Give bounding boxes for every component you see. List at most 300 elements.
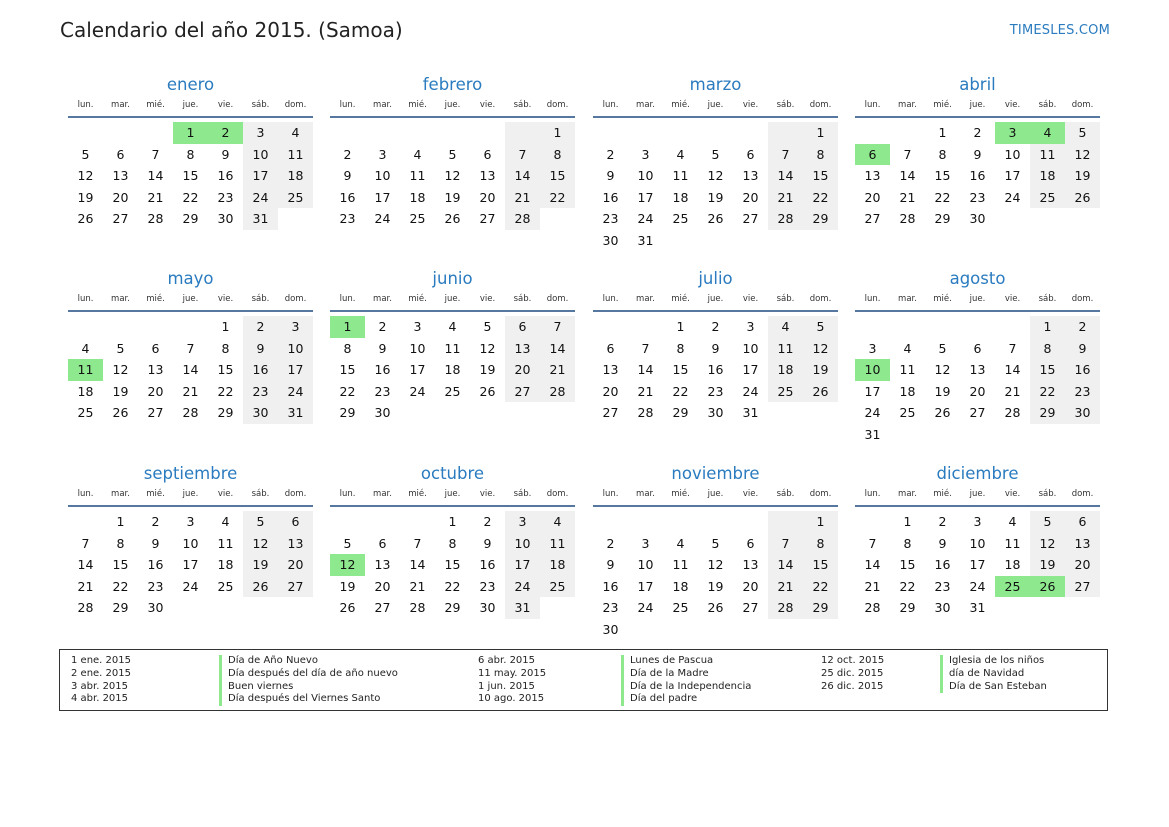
empty-day-cell [278,208,313,230]
day-cell: 15 [112,557,129,573]
day-cell: 26 [77,211,94,227]
day-cell: 17 [505,554,540,576]
day-cell: 21 [864,578,881,594]
day-cell: 7 [413,535,422,551]
empty-day-cell [470,402,505,424]
day-cell: 25 [278,187,313,209]
day-cell: 9 [378,340,387,356]
day-cell: 30 [602,621,619,637]
day-cell: 30 [374,405,391,421]
day-cell: 3 [868,340,877,356]
day-cell: 26 [1065,187,1100,209]
empty-day-cell [995,597,1030,619]
day-cell: 17 [742,362,759,378]
day-cell: 23 [339,211,356,227]
day-grid [330,507,575,619]
day-cell: 11 [1004,535,1021,551]
day-cell: 29 [803,208,838,230]
weekday-label: vie. [217,294,234,304]
weekday-label: dom. [1071,294,1094,304]
empty-day-cell [1065,597,1100,619]
legend-date: 1 ene. 2015 [71,655,131,666]
holiday-day: 12 [330,554,365,576]
empty-day-cell [1065,208,1100,230]
day-cell: 7 [505,144,540,166]
day-cell: 12 [803,338,838,360]
day-cell: 26 [243,576,278,598]
weekday-label: lun. [77,294,94,304]
day-cell: 15 [444,557,461,573]
weekday-label: mar. [373,294,392,304]
day-cell: 19 [77,189,94,205]
empty-day-cell [138,316,173,338]
day-cell: 10 [637,557,654,573]
day-cell: 19 [1065,165,1100,187]
day-cell: 8 [448,535,457,551]
day-cell: 4 [448,319,457,334]
day-cell: 6 [278,511,313,533]
day-cell: 6 [505,316,540,338]
weekday-label: dom. [546,100,569,110]
day-cell: 12 [1065,144,1100,166]
day-cell: 14 [768,554,803,576]
weekday-label: sáb. [251,489,270,499]
weekday-label: lun. [602,294,619,304]
weekday-header [855,292,1100,312]
site-link[interactable]: TIMESLES.COM [1009,23,1110,38]
day-cell: 1 [1030,316,1065,338]
day-cell: 5 [116,340,125,356]
weekday-label: mié. [408,100,427,110]
legend-date: 4 abr. 2015 [71,693,129,705]
day-cell: 13 [278,533,313,555]
weekday-label: jue. [444,100,461,110]
day-cell: 30 [147,600,164,616]
weekday-label: lun. [339,294,356,304]
day-cell: 25 [540,576,575,598]
day-cell: 4 [81,340,90,356]
day-cell: 15 [339,362,356,378]
holiday-day: 11 [68,359,103,381]
day-cell: 30 [602,232,619,248]
day-cell: 13 [1065,533,1100,555]
day-cell: 18 [1030,165,1065,187]
day-cell: 25 [1030,187,1065,209]
day-cell: 2 [1065,316,1100,338]
legend-date: 6 abr. 2015 [478,655,536,666]
day-cell: 28 [147,211,164,227]
day-cell: 28 [899,211,916,227]
weekday-label: sáb. [251,294,270,304]
weekday-label: mié. [146,100,165,110]
day-cell: 23 [243,381,278,403]
day-cell: 29 [217,405,234,421]
weekday-label: jue. [969,100,986,110]
day-cell: 24 [864,405,881,421]
weekday-label: sáb. [251,100,270,110]
weekday-label: lun. [864,100,881,110]
day-cell: 13 [479,168,496,184]
day-cell: 4 [221,514,230,529]
day-cell: 31 [243,208,278,230]
empty-day-cell [733,511,768,533]
month-abril [855,74,1100,230]
day-cell: 16 [602,578,619,594]
weekday-label: dom. [1071,489,1094,499]
legend-dates-col-2 [478,655,546,706]
day-cell: 16 [707,362,724,378]
weekday-label: vie. [217,489,234,499]
weekday-label: lun. [339,489,356,499]
weekday-label: mar. [111,100,130,110]
month-name: abril [959,75,996,94]
day-cell: 3 [641,146,650,162]
month-junio [330,268,575,424]
day-cell: 10 [1004,146,1021,162]
empty-day-cell [960,424,995,446]
day-cell: 24 [409,383,426,399]
day-cell: 17 [637,189,654,205]
day-cell: 8 [540,144,575,166]
day-cell: 19 [1030,554,1065,576]
day-cell: 14 [77,557,94,573]
day-cell: 5 [243,511,278,533]
day-cell: 1 [938,125,947,140]
day-grid [68,118,313,230]
month-octubre [330,463,575,619]
weekday-label: mar. [898,100,917,110]
day-cell: 17 [409,362,426,378]
legend-date: 1 jun. 2015 [478,680,535,692]
day-cell: 10 [409,340,426,356]
day-cell: 22 [803,576,838,598]
empty-day-cell [628,316,663,338]
day-cell: 30 [934,600,951,616]
day-cell: 23 [707,383,724,399]
day-cell: 8 [221,340,230,356]
day-cell: 18 [540,554,575,576]
day-cell: 14 [637,362,654,378]
legend-holiday-name: Día de San Esteban [940,681,1047,694]
day-cell: 26 [479,383,496,399]
day-cell: 7 [768,144,803,166]
month-marzo [593,74,838,252]
day-cell: 9 [483,535,492,551]
day-cell: 14 [182,362,199,378]
empty-day-cell [890,122,925,144]
day-cell: 25 [768,381,803,403]
day-cell: 8 [343,340,352,356]
day-cell: 7 [903,146,912,162]
day-cell: 28 [77,600,94,616]
day-cell: 9 [343,168,352,184]
legend-holiday-name: Día del padre [621,693,751,706]
weekday-label: jue. [969,294,986,304]
day-cell: 12 [112,362,129,378]
holiday-day: 4 [1030,122,1065,144]
day-cell: 14 [864,557,881,573]
day-cell: 1 [903,514,912,529]
holiday-day: 6 [855,144,890,166]
day-cell: 22 [217,383,234,399]
day-cell: 6 [746,535,755,551]
weekday-label: mar. [111,489,130,499]
day-cell: 31 [505,597,540,619]
day-cell: 9 [938,535,947,551]
day-cell: 15 [672,362,689,378]
weekday-header [68,98,313,118]
empty-day-cell [593,122,628,144]
day-grid [330,312,575,424]
day-cell: 16 [934,557,951,573]
legend-date: 26 dic. 2015 [821,680,884,692]
day-cell: 5 [448,146,457,162]
weekday-header [68,487,313,507]
day-cell: 7 [768,533,803,555]
day-cell: 11 [444,340,461,356]
day-cell: 24 [742,383,759,399]
day-cell: 16 [479,557,496,573]
day-cell: 5 [81,146,90,162]
holiday-day: 1 [330,316,365,338]
holiday-day: 2 [208,122,243,144]
weekday-label: sáb. [513,489,532,499]
day-cell: 13 [969,362,986,378]
day-cell: 8 [938,146,947,162]
day-cell: 27 [742,600,759,616]
weekday-label: dom. [284,100,307,110]
day-cell: 17 [374,189,391,205]
day-cell: 13 [505,338,540,360]
day-cell: 24 [969,578,986,594]
empty-day-cell [278,597,313,619]
day-cell: 17 [278,359,313,381]
day-cell: 29 [339,405,356,421]
weekday-label: mar. [636,100,655,110]
day-cell: 19 [112,383,129,399]
empty-day-cell [698,619,733,641]
empty-day-cell [628,511,663,533]
day-cell: 23 [217,189,234,205]
day-grid [593,118,838,252]
day-cell: 21 [768,187,803,209]
day-cell: 24 [243,187,278,209]
day-cell: 17 [243,165,278,187]
legend-date: 11 may. 2015 [478,667,547,679]
empty-day-cell [768,619,803,641]
day-cell: 16 [339,189,356,205]
empty-day-cell [68,511,103,533]
day-cell: 30 [217,211,234,227]
weekday-label: vie. [1004,489,1021,499]
month-name: marzo [689,75,742,94]
day-cell: 18 [217,557,234,573]
day-cell: 20 [147,383,164,399]
weekday-label: mié. [933,294,952,304]
day-cell: 26 [444,211,461,227]
day-cell: 28 [505,208,540,230]
day-cell: 7 [186,340,195,356]
weekday-label: vie. [742,100,759,110]
day-cell: 29 [803,597,838,619]
day-cell: 24 [278,381,313,403]
empty-day-cell [925,316,960,338]
empty-day-cell [103,122,138,144]
day-cell: 31 [864,426,881,442]
day-cell: 2 [711,319,720,334]
empty-day-cell [365,122,400,144]
weekday-label: mié. [671,489,690,499]
empty-day-cell [593,316,628,338]
day-cell: 21 [505,187,540,209]
day-cell: 2 [483,514,492,529]
day-cell: 11 [540,533,575,555]
weekday-header [68,292,313,312]
day-cell: 26 [707,600,724,616]
day-cell: 21 [147,189,164,205]
day-cell: 12 [444,168,461,184]
empty-day-cell [243,597,278,619]
weekday-label: mié. [671,100,690,110]
empty-day-cell [435,402,470,424]
day-cell: 18 [768,359,803,381]
day-cell: 29 [444,600,461,616]
day-cell: 22 [444,578,461,594]
day-cell: 14 [768,165,803,187]
day-cell: 26 [934,405,951,421]
empty-day-cell [540,208,575,230]
day-cell: 26 [707,211,724,227]
empty-day-cell [138,122,173,144]
weekday-label: jue. [182,489,199,499]
month-mayo [68,268,313,424]
weekday-label: mié. [408,489,427,499]
day-cell: 13 [147,362,164,378]
day-cell: 15 [1030,359,1065,381]
day-cell: 31 [742,405,759,421]
day-cell: 24 [637,211,654,227]
day-cell: 18 [672,578,689,594]
weekday-label: sáb. [776,294,795,304]
weekday-label: sáb. [776,489,795,499]
empty-day-cell [803,230,838,252]
legend-names-col-3 [940,655,1047,693]
day-cell: 11 [672,168,689,184]
day-cell: 6 [116,146,125,162]
day-cell: 9 [221,146,230,162]
day-cell: 29 [112,600,129,616]
day-cell: 27 [112,211,129,227]
day-cell: 4 [903,340,912,356]
day-cell: 6 [378,535,387,551]
weekday-header [593,292,838,312]
day-cell: 16 [969,168,986,184]
weekday-label: mié. [933,100,952,110]
day-cell: 20 [112,189,129,205]
day-cell: 16 [1065,359,1100,381]
day-cell: 25 [672,211,689,227]
day-cell: 18 [444,362,461,378]
day-cell: 9 [243,338,278,360]
day-cell: 14 [1004,362,1021,378]
day-cell: 16 [217,168,234,184]
day-cell: 10 [182,535,199,551]
day-cell: 15 [217,362,234,378]
empty-day-cell [855,122,890,144]
month-name: octubre [420,464,485,483]
holiday-legend [59,649,1108,711]
day-cell: 1 [803,511,838,533]
weekday-label: jue. [707,100,724,110]
day-cell: 13 [742,557,759,573]
day-cell: 8 [1030,338,1065,360]
day-cell: 25 [77,405,94,421]
day-cell: 23 [934,578,951,594]
day-cell: 30 [707,405,724,421]
day-cell: 19 [707,578,724,594]
day-cell: 22 [934,189,951,205]
empty-day-cell [173,316,208,338]
day-cell: 25 [899,405,916,421]
day-grid [593,507,838,641]
day-cell: 23 [1065,381,1100,403]
month-name: enero [166,75,215,94]
legend-date: 2 ene. 2015 [71,667,131,679]
legend-names-col-2 [621,655,751,706]
day-cell: 30 [243,402,278,424]
weekday-label: dom. [284,294,307,304]
day-cell: 21 [182,383,199,399]
day-cell: 23 [602,600,619,616]
day-cell: 3 [243,122,278,144]
day-cell: 14 [899,168,916,184]
weekday-label: lun. [864,294,881,304]
empty-day-cell [925,424,960,446]
weekday-label: mar. [373,100,392,110]
day-cell: 5 [1065,122,1100,144]
empty-day-cell [470,122,505,144]
day-cell: 6 [973,340,982,356]
day-cell: 3 [278,316,313,338]
day-cell: 19 [444,189,461,205]
empty-day-cell [768,402,803,424]
day-cell: 27 [374,600,391,616]
weekday-header [330,98,575,118]
weekday-label: mar. [111,294,130,304]
day-grid [330,118,575,230]
day-cell: 7 [151,146,160,162]
day-cell: 22 [672,383,689,399]
day-cell: 11 [1030,144,1065,166]
weekday-label: mié. [146,294,165,304]
page-title: Calendario del año 2015. (Samoa) [60,18,403,42]
day-cell: 1 [676,319,685,334]
day-cell: 18 [1004,557,1021,573]
day-cell: 11 [672,557,689,573]
weekday-label: jue. [444,489,461,499]
empty-day-cell [330,122,365,144]
day-cell: 27 [147,405,164,421]
day-cell: 27 [864,211,881,227]
day-cell: 22 [112,578,129,594]
day-cell: 2 [243,316,278,338]
day-cell: 1 [448,514,457,529]
day-grid [68,312,313,424]
day-cell: 2 [151,514,160,529]
legend-date: 25 dic. 2015 [821,667,884,679]
day-cell: 27 [505,381,540,403]
day-cell: 2 [343,146,352,162]
